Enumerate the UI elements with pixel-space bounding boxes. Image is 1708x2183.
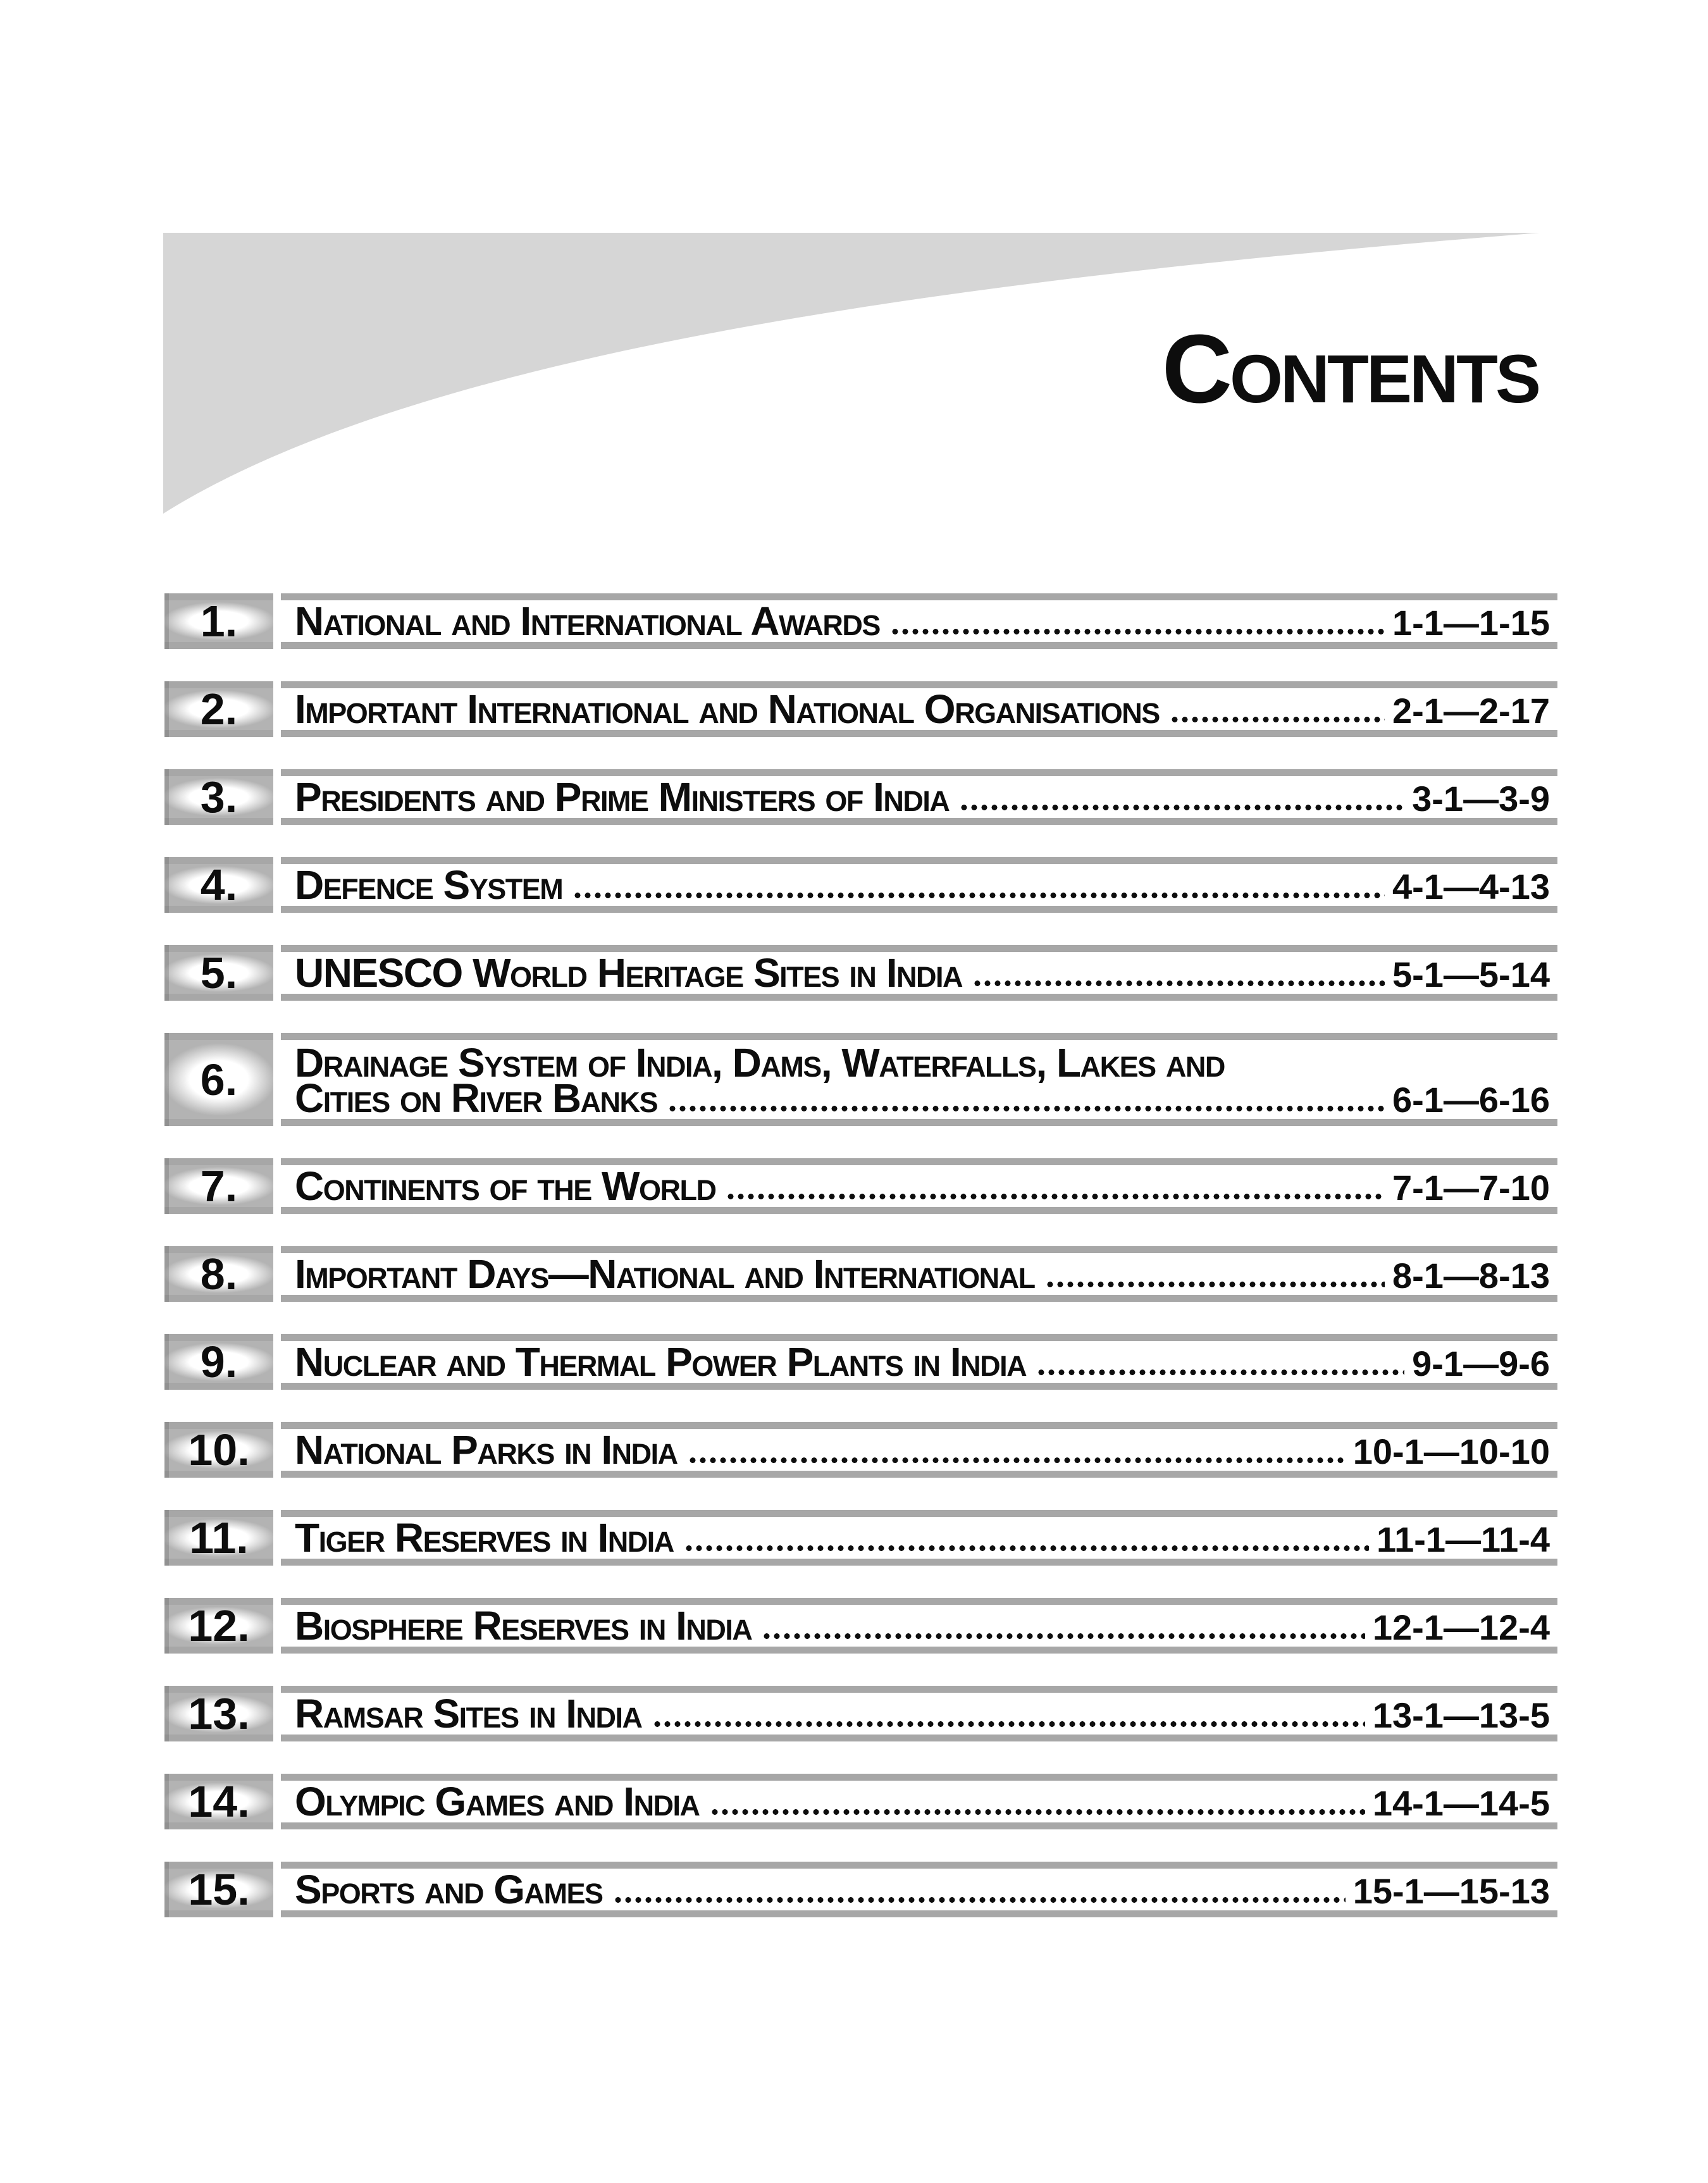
page-range: 14-1—14-5 [1372, 1783, 1550, 1823]
toc-row-5 [164, 945, 1557, 1001]
chapter-title: Olympic Games and India [295, 1779, 700, 1824]
chapter-number: 8. [164, 1246, 273, 1302]
dotted-leader [1045, 1281, 1385, 1288]
toc-row-12 [164, 1598, 1557, 1654]
chapter-title-line-1: Drainage System of India, Dams, Waterfalls, Lakes and [295, 1040, 1225, 1085]
chapter-title: National Parks in India [295, 1427, 678, 1473]
toc-entry [281, 1033, 1557, 1126]
chapter-number: 7. [164, 1158, 273, 1214]
page-range: 15-1—15-13 [1352, 1871, 1550, 1911]
chapter-title: Tiger Reserves in India [295, 1515, 674, 1561]
number-separator [273, 1774, 281, 1829]
number-separator [273, 1598, 281, 1654]
toc-entry [281, 1422, 1557, 1478]
dotted-leader [613, 1896, 1346, 1903]
chapter-title: National and International Awards [295, 598, 880, 644]
toc-entry [281, 1510, 1557, 1566]
chapter-number: 13. [164, 1686, 273, 1741]
number-separator [273, 945, 281, 1001]
number-separator [273, 1334, 281, 1390]
toc-entry [281, 945, 1557, 1001]
chapter-number: 5. [164, 945, 273, 1001]
dotted-leader [890, 628, 1385, 635]
dotted-leader [972, 980, 1385, 987]
dotted-leader [684, 1545, 1369, 1552]
dotted-leader [726, 1193, 1385, 1200]
chapter-number: 3. [164, 769, 273, 825]
chapter-number: 11. [164, 1510, 273, 1566]
toc-entry [281, 1246, 1557, 1302]
page-range: 8-1—8-13 [1392, 1256, 1550, 1296]
toc-row-11 [164, 1510, 1557, 1566]
number-separator [273, 1862, 281, 1917]
number-separator [273, 1422, 281, 1478]
dotted-leader [710, 1809, 1365, 1815]
page-range: 9-1—9-6 [1412, 1344, 1550, 1383]
number-separator [273, 1158, 281, 1214]
dotted-leader [688, 1457, 1346, 1464]
page-range: 6-1—6-16 [1392, 1080, 1550, 1120]
toc-row-1 [164, 593, 1557, 649]
dotted-leader [1036, 1369, 1404, 1376]
number-separator [273, 1246, 281, 1302]
number-separator [273, 857, 281, 913]
page-title: Contents [1161, 314, 1538, 423]
page-range: 10-1—10-10 [1352, 1432, 1550, 1471]
chapter-number: 1. [164, 593, 273, 649]
chapter-number: 2. [164, 681, 273, 737]
toc-entry [281, 857, 1557, 913]
toc-entry [281, 1862, 1557, 1917]
toc-entry [281, 1686, 1557, 1741]
toc-row-3 [164, 769, 1557, 825]
dotted-leader [652, 1721, 1365, 1728]
toc-row-15 [164, 1862, 1557, 1917]
toc-entry [281, 1774, 1557, 1829]
toc-entry [281, 1598, 1557, 1654]
toc-entry [281, 1158, 1557, 1214]
dotted-leader [762, 1633, 1365, 1640]
toc-entry [281, 1334, 1557, 1390]
page-range: 2-1—2-17 [1392, 691, 1550, 731]
chapter-title: Biosphere Reserves in India [295, 1603, 752, 1648]
chapter-title: Important International and National Organisations [295, 686, 1160, 732]
toc-row-7 [164, 1158, 1557, 1214]
toc-entry [281, 769, 1557, 825]
chapter-title-line-2: Cities on River Banks [295, 1075, 658, 1121]
chapter-number: 9. [164, 1334, 273, 1390]
chapter-number: 15. [164, 1862, 273, 1917]
toc-row-4 [164, 857, 1557, 913]
page-range: 13-1—13-5 [1372, 1695, 1550, 1735]
chapter-number: 4. [164, 857, 273, 913]
page-range: 4-1—4-13 [1392, 867, 1550, 906]
dotted-leader [667, 1105, 1385, 1112]
chapter-title: UNESCO World Heritage Sites in India [295, 950, 962, 996]
toc-entry [281, 593, 1557, 649]
toc-list [164, 593, 1557, 1917]
chapter-title: Sports and Games [295, 1867, 603, 1912]
number-separator [273, 1686, 281, 1741]
toc-entry-line-2 [295, 1075, 1550, 1121]
toc-row-10 [164, 1422, 1557, 1478]
chapter-title: Ramsar Sites in India [295, 1691, 642, 1736]
page-range: 3-1—3-9 [1412, 779, 1550, 819]
dotted-leader [572, 892, 1385, 899]
chapter-number: 14. [164, 1774, 273, 1829]
page-range: 11-1—11-4 [1377, 1519, 1550, 1559]
toc-row-2 [164, 681, 1557, 737]
chapter-number: 10. [164, 1422, 273, 1478]
page-range: 7-1—7-10 [1392, 1168, 1550, 1208]
toc-row-8 [164, 1246, 1557, 1302]
chapter-title: Defence System [295, 862, 563, 908]
chapter-title: Presidents and Prime Ministers of India [295, 774, 950, 820]
toc-row-13 [164, 1686, 1557, 1741]
page-range: 1-1—1-15 [1392, 603, 1550, 643]
chapter-number: 12. [164, 1598, 273, 1654]
toc-row-6 [164, 1033, 1557, 1126]
chapter-title: Continents of the World [295, 1163, 716, 1209]
toc-entry [281, 681, 1557, 737]
number-separator [273, 769, 281, 825]
chapter-title: Important Days—National and International [295, 1251, 1035, 1297]
number-separator [273, 593, 281, 649]
toc-row-14 [164, 1774, 1557, 1829]
dotted-leader [1170, 716, 1385, 723]
number-separator [273, 681, 281, 737]
page-range: 12-1—12-4 [1372, 1607, 1550, 1647]
chapter-number: 6. [164, 1033, 273, 1126]
toc-row-9 [164, 1334, 1557, 1390]
dotted-leader [959, 804, 1404, 811]
number-separator [273, 1033, 281, 1126]
number-separator [273, 1510, 281, 1566]
chapter-title: Nuclear and Thermal Power Plants in India [295, 1339, 1027, 1385]
page-range: 5-1—5-14 [1392, 955, 1550, 994]
